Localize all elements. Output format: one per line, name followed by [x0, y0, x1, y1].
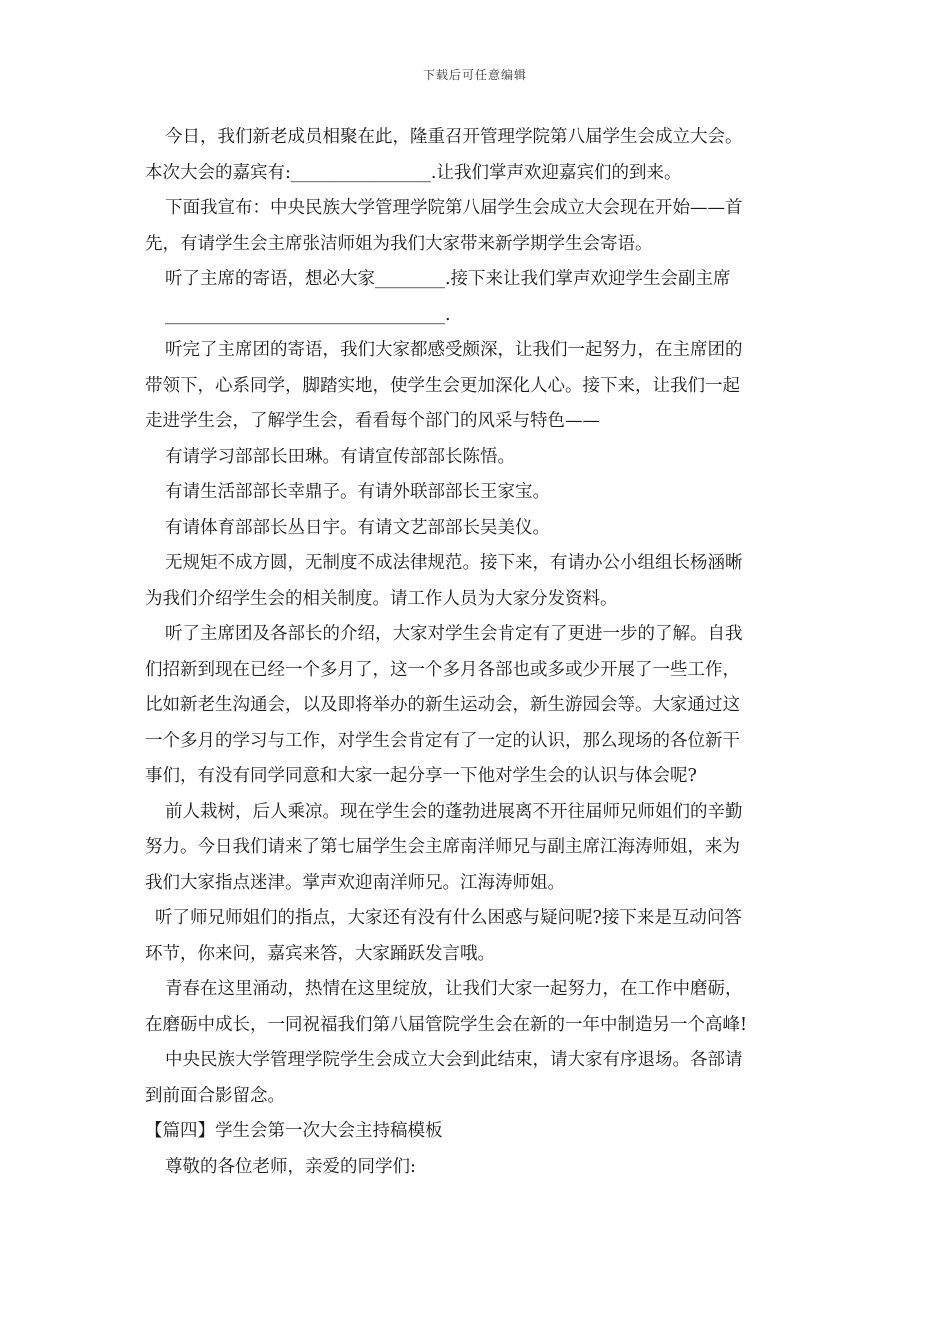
text-line: 下面我宣布：中央民族大学管理学院第八届学生会成立大会现在开始——首	[165, 198, 743, 218]
text-line: 尊敬的各位老师，亲爱的同学们:	[165, 1156, 416, 1177]
text-line: 听完了主席团的寄语，我们大家都感受颇深，让我们一起努力，在主席团的	[165, 340, 743, 360]
text-line: 无规矩不成方圆，无制度不成法律规范。接下来，有请办公小组组长杨涵晰	[165, 553, 743, 573]
text-line: ________________________________.	[165, 304, 451, 325]
text-line: 走进学生会，了解学生会，看看每个部门的风采与特色——	[145, 411, 600, 431]
paragraph	[145, 262, 815, 333]
text-line: 【篇四】学生会第一次大会主持稿模板	[145, 1121, 443, 1141]
document-body	[145, 120, 815, 1185]
text-line: 有请生活部部长幸鼎子。有请外联部部长王家宝。	[165, 482, 550, 502]
text-line: 在磨砺中成长，一同祝福我们第八届管院学生会在新的一年中制造另一个高峰!	[145, 1014, 748, 1035]
paragraph	[145, 901, 815, 972]
paragraph	[145, 795, 815, 902]
text-line: 听了主席的寄语，想必大家________.接下来让我们掌声欢迎学生会副主席	[165, 269, 731, 289]
text-line: 中央民族大学管理学院学生会成立大会到此结束，请大家有序退场。各部请	[165, 1050, 743, 1070]
text-line: 比如新老生沟通会，以及即将举办的新生运动会，新生游园会等。大家通过这	[145, 695, 740, 715]
text-line: 一个多月的学习与工作，对学生会肯定有了一定的认识，那么现场的各位新干	[145, 730, 740, 751]
text-line: 我们大家指点迷津。掌声欢迎南洋师兄。江海涛师姐。	[145, 872, 565, 893]
text-line: 为我们介绍学生会的相关制度。请工作人员为大家分发资料。	[145, 588, 618, 609]
text-line: 事们，有没有同学同意和大家一起分享一下他对学生会的认识与体会呢?	[145, 766, 697, 786]
text-line: 本次大会的嘉宾有:________________.让我们掌声欢迎嘉宾们的到来。	[145, 162, 682, 183]
text-line: 听了主席团及各部长的介绍，大家对学生会肯定有了更进一步的了解。自我	[165, 624, 743, 644]
paragraph	[145, 617, 815, 795]
paragraph	[145, 191, 815, 262]
text-line: 带领下，心系同学，脚踏实地，使学生会更加深化人心。接下来，让我们一起	[145, 375, 740, 396]
text-line: 听了师兄师姐们的指点，大家还有没有什么困惑与疑问呢?接下来是互动问答	[155, 908, 742, 928]
text-line: 青春在这里涌动，热情在这里绽放，让我们大家一起努力，在工作中磨砺，	[165, 979, 743, 999]
section-heading	[145, 1114, 815, 1150]
paragraph	[145, 475, 815, 511]
text-line: 有请学习部部长田琳。有请宣传部部长陈悟。	[165, 446, 515, 467]
paragraph	[145, 972, 815, 1043]
paragraph	[145, 1043, 815, 1114]
text-line: 努力。今日我们请来了第七届学生会主席南洋师兄与副主席江海涛师姐，来为	[145, 837, 740, 857]
page-header: 下载后可任意编辑	[422, 68, 527, 82]
text-line: 们招新到现在已经一个多月了，这一个多月各部也或多或少开展了一些工作，	[145, 659, 740, 680]
paragraph	[145, 120, 815, 191]
text-line: 今日，我们新老成员相聚在此，隆重召开管理学院第八届学生会成立大会。	[165, 127, 743, 147]
paragraph	[145, 1150, 815, 1186]
paragraph	[145, 440, 815, 476]
text-line: 到前面合影留念。	[145, 1085, 285, 1106]
text-line: 前人栽树，后人乘凉。现在学生会的蓬勃进展离不开往届师兄师姐们的辛勤	[165, 801, 743, 822]
paragraph	[145, 546, 815, 617]
paragraph	[145, 511, 815, 547]
text-line: 有请体育部部长丛日宇。有请文艺部部长吴美仪。	[165, 517, 550, 538]
text-line: 先，有请学生会主席张洁师姐为我们大家带来新学期学生会寄语。	[145, 233, 653, 254]
text-line: 环节，你来问，嘉宾来答，大家踊跃发言哦。	[145, 943, 495, 964]
paragraph	[145, 333, 815, 440]
